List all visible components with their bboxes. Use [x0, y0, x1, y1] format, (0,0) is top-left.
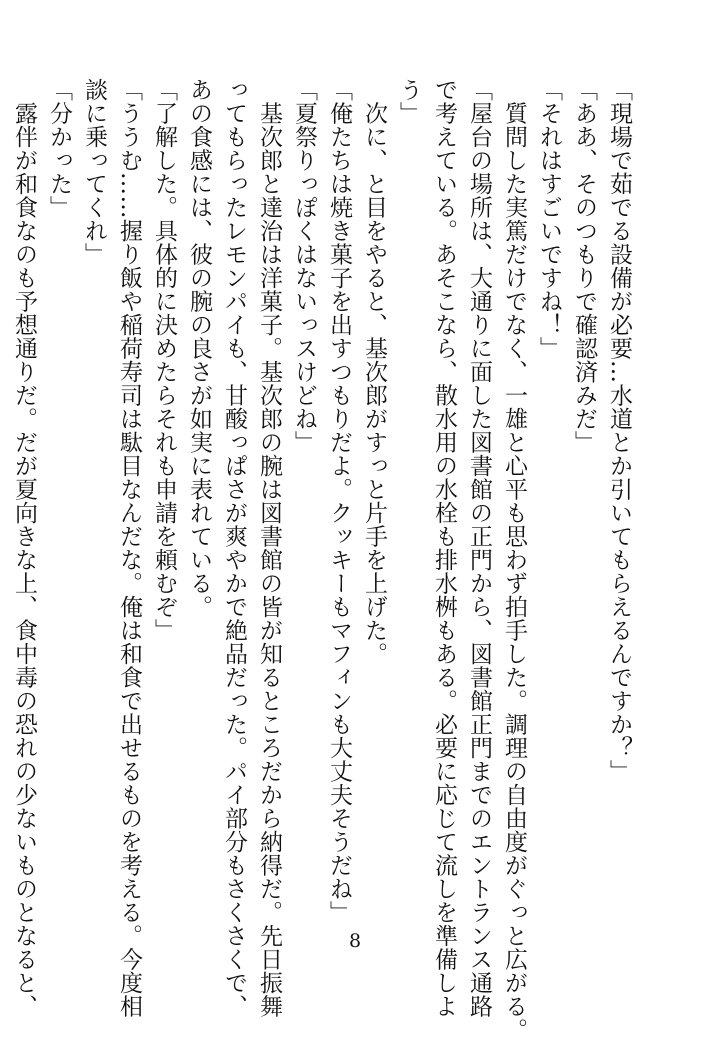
text-line: 次に、と目をやると、基次郎がすっと片手を上げた。: [361, 78, 387, 666]
text-line: 質問した実篤だけでなく、一雄と心平も思わず拍手した。調理の自由度がぐっと広がる。: [501, 78, 527, 1042]
text-line: 「それはすごいですね！」: [536, 78, 562, 360]
text-line: 「屋台の場所は、大通りに面した図書館の正門から、図書館正門までのエントランス通路: [466, 78, 492, 1018]
text-line: ってもらったレモンパイも、甘酸っぱさが爽やかで絶品だった。パイ部分もさくさくで、: [221, 78, 247, 1018]
text-line: 「分かった」: [46, 78, 72, 219]
text-line: 「了解した。具体的に決めたらそれも申請を頼むぞ」: [151, 78, 177, 642]
page-number: 8: [348, 930, 362, 952]
text-line: 「俺たちは焼き菓子を出すつもりだよ。クッキーもマフィンも大丈夫そうだね」: [326, 78, 352, 924]
text-line: 「現場で茹でる設備が必要…水道とか引いてもらえるんですか？」: [606, 78, 632, 783]
text-line: 基次郎と達治は洋菓子。基次郎の腕は図書館の皆が知るところだから納得だ。先日振舞: [256, 78, 282, 1018]
text-line: あの食感には、彼の腕の良さが如実に表れている。: [186, 78, 212, 619]
text-line: で考えている。あそこなら、散水用の水栓も排水桝もある。必要に応じて流しを準備しよ: [431, 78, 457, 1018]
text-line: 「夏祭りっぽくはないっスけどね」: [291, 78, 317, 454]
vertical-text-body: [11, 78, 636, 1042]
text-line: 談に乗ってくれ」: [81, 78, 107, 266]
text-line: 「ううむ……握り飯や稲荷寿司は駄目なんだな。俺は和食で出せるものを考える。今度相: [116, 78, 142, 1018]
text-line: 「ああ、そのつもりで確認済みだ」: [571, 78, 597, 454]
text-line: 露伴が和食なのも予想通りだ。だが夏向きな上、食中毒の恐れの少ないものとなると、: [11, 78, 37, 1018]
text-line: う」: [396, 78, 422, 125]
